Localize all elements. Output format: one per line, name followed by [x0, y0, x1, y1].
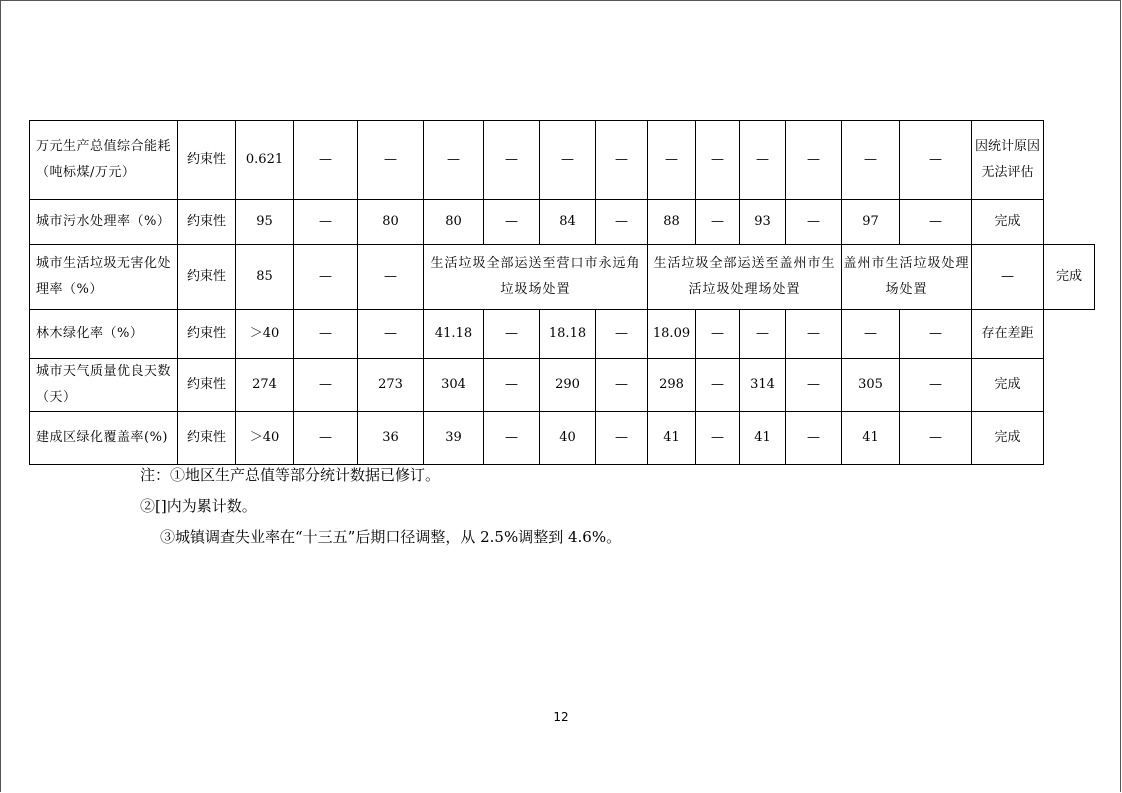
table-cell: — [596, 310, 648, 359]
table-cell: — [424, 121, 484, 200]
table-cell: 18.18 [540, 310, 596, 359]
remark-cell: 完成 [1044, 245, 1095, 310]
table-cell: — [786, 310, 842, 359]
target-value: ＞40 [236, 412, 294, 465]
table-cell: 290 [540, 359, 596, 412]
table-cell: — [786, 359, 842, 412]
target-value: ＞40 [236, 310, 294, 359]
table-cell: — [540, 121, 596, 200]
table-cell: — [596, 200, 648, 245]
target-value: 274 [236, 359, 294, 412]
table-cell: — [648, 121, 696, 200]
indicator-name: 城市污水处理率（%） [30, 200, 178, 245]
table-row [30, 412, 1095, 465]
table-cell: — [484, 412, 540, 465]
table-cell: 93 [740, 200, 786, 245]
table-cell: — [786, 412, 842, 465]
table-cell: — [358, 121, 424, 200]
table-cell: — [696, 359, 740, 412]
table-cell: — [358, 245, 424, 310]
merged-cell: 生活垃圾全部运送至营口市永远角垃圾场处置 [424, 245, 648, 310]
table-cell: — [696, 121, 740, 200]
table-cell: — [740, 310, 786, 359]
table-row [30, 310, 1095, 359]
table-cell: 40 [540, 412, 596, 465]
merged-cell: 生活垃圾全部运送至盖州市生活垃圾处理场处置 [648, 245, 842, 310]
table-cell: — [294, 245, 358, 310]
table-cell: — [972, 245, 1044, 310]
footnotes [140, 460, 621, 553]
table-cell: 39 [424, 412, 484, 465]
table-cell: — [484, 200, 540, 245]
footnote-1: 注：①地区生产总值等部分统计数据已修订。 [140, 466, 441, 484]
table-cell: — [696, 310, 740, 359]
indicator-table [29, 120, 1095, 465]
table-row [30, 200, 1095, 245]
indicator-name: 建成区绿化覆盖率(%) [30, 412, 178, 465]
table-row [30, 359, 1095, 412]
table-row [30, 121, 1095, 200]
target-value: 95 [236, 200, 294, 245]
table-cell: — [294, 412, 358, 465]
table-cell: — [900, 200, 972, 245]
table-cell: 41 [648, 412, 696, 465]
table-cell: — [484, 121, 540, 200]
table-cell: — [786, 200, 842, 245]
indicator-type: 约束性 [178, 310, 236, 359]
target-value: 0.621 [236, 121, 294, 200]
table-cell: — [900, 310, 972, 359]
table-cell: — [294, 359, 358, 412]
indicator-type: 约束性 [178, 412, 236, 465]
target-value: 85 [236, 245, 294, 310]
table-cell: — [596, 359, 648, 412]
table-cell: — [294, 121, 358, 200]
table-cell: — [484, 359, 540, 412]
table-cell: 36 [358, 412, 424, 465]
table-cell: — [740, 121, 786, 200]
remark-cell: 存在差距 [972, 310, 1044, 359]
table-cell: — [900, 121, 972, 200]
table-cell: 314 [740, 359, 786, 412]
indicator-name: 万元生产总值综合能耗（吨标煤/万元） [30, 121, 178, 200]
indicator-name: 城市生活垃圾无害化处理率（%） [30, 245, 178, 310]
table-cell: 41 [842, 412, 900, 465]
table-cell: — [294, 200, 358, 245]
indicator-name: 城市天气质量优良天数（天） [30, 359, 178, 412]
table-cell: — [842, 310, 900, 359]
table-cell: 97 [842, 200, 900, 245]
footnote-2: ②[]内为累计数。 [140, 497, 257, 515]
table-cell: — [294, 310, 358, 359]
table-cell: — [786, 121, 842, 200]
table-cell: 41.18 [424, 310, 484, 359]
footnote-3: ③城镇调查失业率在“十三五”后期口径调整，从 2.5%调整到 4.6%。 [160, 528, 622, 546]
table-cell: 304 [424, 359, 484, 412]
table-cell: — [596, 121, 648, 200]
table-cell: 18.09 [648, 310, 696, 359]
table-cell: — [484, 310, 540, 359]
table-cell: — [696, 412, 740, 465]
table-cell: — [842, 121, 900, 200]
remark-cell: 因统计原因无法评估 [972, 121, 1044, 200]
indicator-type: 约束性 [178, 359, 236, 412]
merged-cell: 盖州市生活垃圾处理场处置 [842, 245, 972, 310]
table-cell: 84 [540, 200, 596, 245]
remark-cell: 完成 [972, 412, 1044, 465]
remark-cell: 完成 [972, 200, 1044, 245]
table-cell: — [900, 412, 972, 465]
table-cell: — [358, 310, 424, 359]
indicator-type: 约束性 [178, 121, 236, 200]
table-cell: — [900, 359, 972, 412]
indicator-type: 约束性 [178, 200, 236, 245]
page-number: 12 [553, 710, 569, 724]
table-cell: 273 [358, 359, 424, 412]
table-cell: 298 [648, 359, 696, 412]
remark-cell: 完成 [972, 359, 1044, 412]
table-cell: — [696, 200, 740, 245]
indicator-name: 林木绿化率（%） [30, 310, 178, 359]
table-cell: 88 [648, 200, 696, 245]
indicator-type: 约束性 [178, 245, 236, 310]
table-cell: 305 [842, 359, 900, 412]
table-cell: 80 [424, 200, 484, 245]
table-cell: 80 [358, 200, 424, 245]
table-cell: — [596, 412, 648, 465]
table-row [30, 245, 1095, 310]
table-cell: 41 [740, 412, 786, 465]
